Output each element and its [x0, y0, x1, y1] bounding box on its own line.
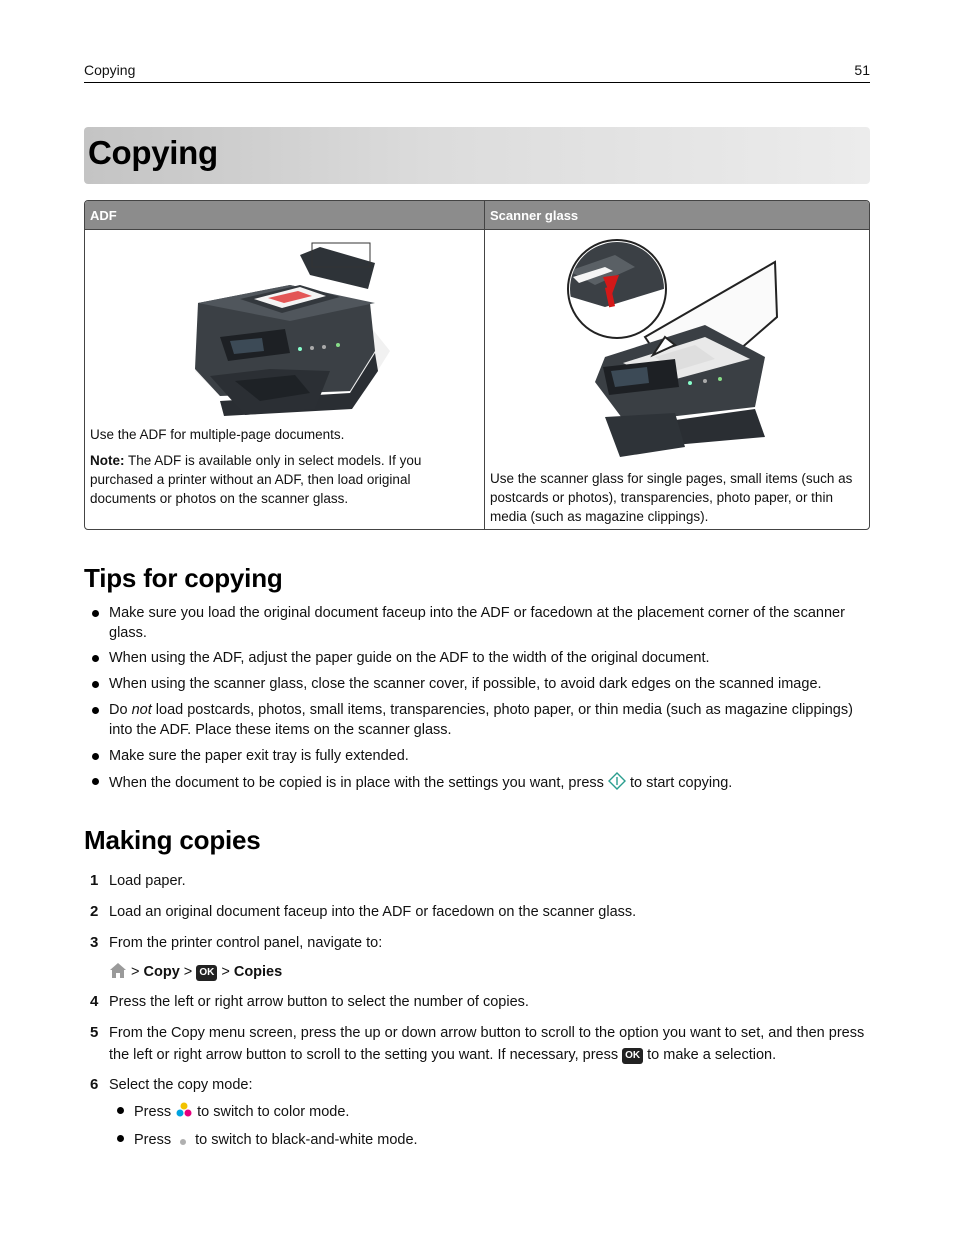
scanner-glass-illustration	[565, 237, 795, 465]
mode-text: Press	[134, 1132, 176, 1148]
step-number: 4	[90, 993, 99, 1010]
adf-note-label: Note:	[90, 453, 125, 468]
tip-text: to start copying.	[625, 775, 733, 791]
tip-text: When using the scanner glass, close the scanner cover, if possible, to avoid dark edges on the scanned image.	[109, 676, 822, 692]
step-text-part: to make a selection.	[643, 1047, 777, 1063]
copy-methods-table	[84, 200, 870, 530]
chapter-banner	[84, 127, 870, 184]
list-item	[84, 649, 874, 669]
nav-copy: Copy	[143, 964, 180, 980]
tip-text: load postcards, photos, small items, transparencies, photo paper, or thin media (such as magazine clippings) into the ADF. Place these items on the scanner glass.	[109, 702, 853, 738]
nav-path	[109, 961, 874, 983]
adf-printer-illustration	[190, 241, 390, 419]
list-item	[84, 675, 874, 695]
step-text: Select the copy mode:	[109, 1077, 253, 1093]
adf-usage-text: Use the ADF for multiple-page documents.	[90, 427, 345, 442]
page-number: 51	[854, 62, 870, 78]
nav-separator: >	[179, 964, 197, 980]
black-white-mode-icon	[175, 1129, 191, 1147]
tip-text: Do	[109, 702, 132, 718]
mode-text: to switch to black-and-white mode.	[191, 1132, 418, 1148]
step-number: 1	[90, 872, 99, 889]
table-column-divider	[484, 230, 485, 530]
nav-separator: >	[127, 964, 144, 980]
tip-emphasis: not	[131, 702, 152, 718]
table-header-scanner-glass: Scanner glass	[485, 201, 870, 230]
tip-text: When the document to be copied is in place with the settings you want, press	[109, 775, 608, 791]
home-icon	[109, 962, 127, 979]
step-number: 6	[90, 1076, 99, 1093]
adf-note	[90, 451, 450, 508]
mode-text: Press	[134, 1104, 176, 1120]
tip-text: Make sure the paper exit tray is fully extended.	[109, 747, 409, 764]
nav-copies: Copies	[233, 964, 283, 980]
adf-description	[90, 425, 450, 515]
list-item	[109, 1101, 869, 1123]
tip-text: When using the ADF, adjust the paper guide on the ADF to the width of the original document.	[109, 650, 710, 666]
header-section-title: Copying	[84, 62, 136, 78]
mode-text: to switch to color mode.	[193, 1104, 350, 1120]
running-header	[84, 60, 870, 83]
list-item	[109, 1129, 869, 1151]
step-number: 3	[90, 934, 99, 951]
list-item	[84, 604, 874, 643]
start-button-icon	[608, 772, 626, 790]
tip-text: Make sure you load the original document faceup into the ADF or facedown at the placement corner of the scanner glass.	[109, 605, 845, 641]
scanner-glass-description	[490, 469, 870, 530]
adf-note-text: The ADF is available only in select models. If you purchased a printer without an ADF, then load original documents or photos on the scanner glass.	[90, 453, 422, 506]
chapter-title: Copying	[88, 134, 218, 171]
copy-mode-list	[109, 1101, 869, 1151]
ok-button-icon: OK	[196, 965, 217, 981]
step-text-part: From the Copy menu screen, press the up or down arrow button to scroll to the option you want to set, and then press the left or right arrow button to scroll to the setting you want. If necessary, press	[109, 1025, 865, 1063]
table-header-adf: ADF	[85, 201, 485, 230]
list-item	[84, 772, 874, 794]
step-text	[109, 1022, 874, 1066]
step-text: Press the left or right arrow button to select the number of copies.	[109, 994, 529, 1010]
step-text: From the printer control panel, navigate to:	[109, 935, 383, 951]
scanner-glass-usage-text: Use the scanner glass for single pages, small items (such as postcards or photos), transparencies, photo paper, or thin media (such as magazine clippings).	[490, 471, 853, 524]
list-item	[84, 701, 874, 740]
list-item	[84, 747, 874, 767]
step-text: Load paper.	[109, 873, 186, 889]
tips-section-title: Tips for copying	[84, 563, 283, 593]
step-text: Load an original document faceup into the ADF or facedown on the scanner glass.	[109, 904, 637, 920]
ok-button-icon: OK	[622, 1048, 643, 1064]
making-copies-section-title: Making copies	[84, 825, 261, 855]
step-number: 2	[90, 903, 99, 920]
color-mode-icon	[175, 1101, 193, 1119]
step-number: 5	[90, 1024, 99, 1041]
tips-list	[84, 604, 874, 794]
nav-separator: >	[217, 964, 234, 980]
